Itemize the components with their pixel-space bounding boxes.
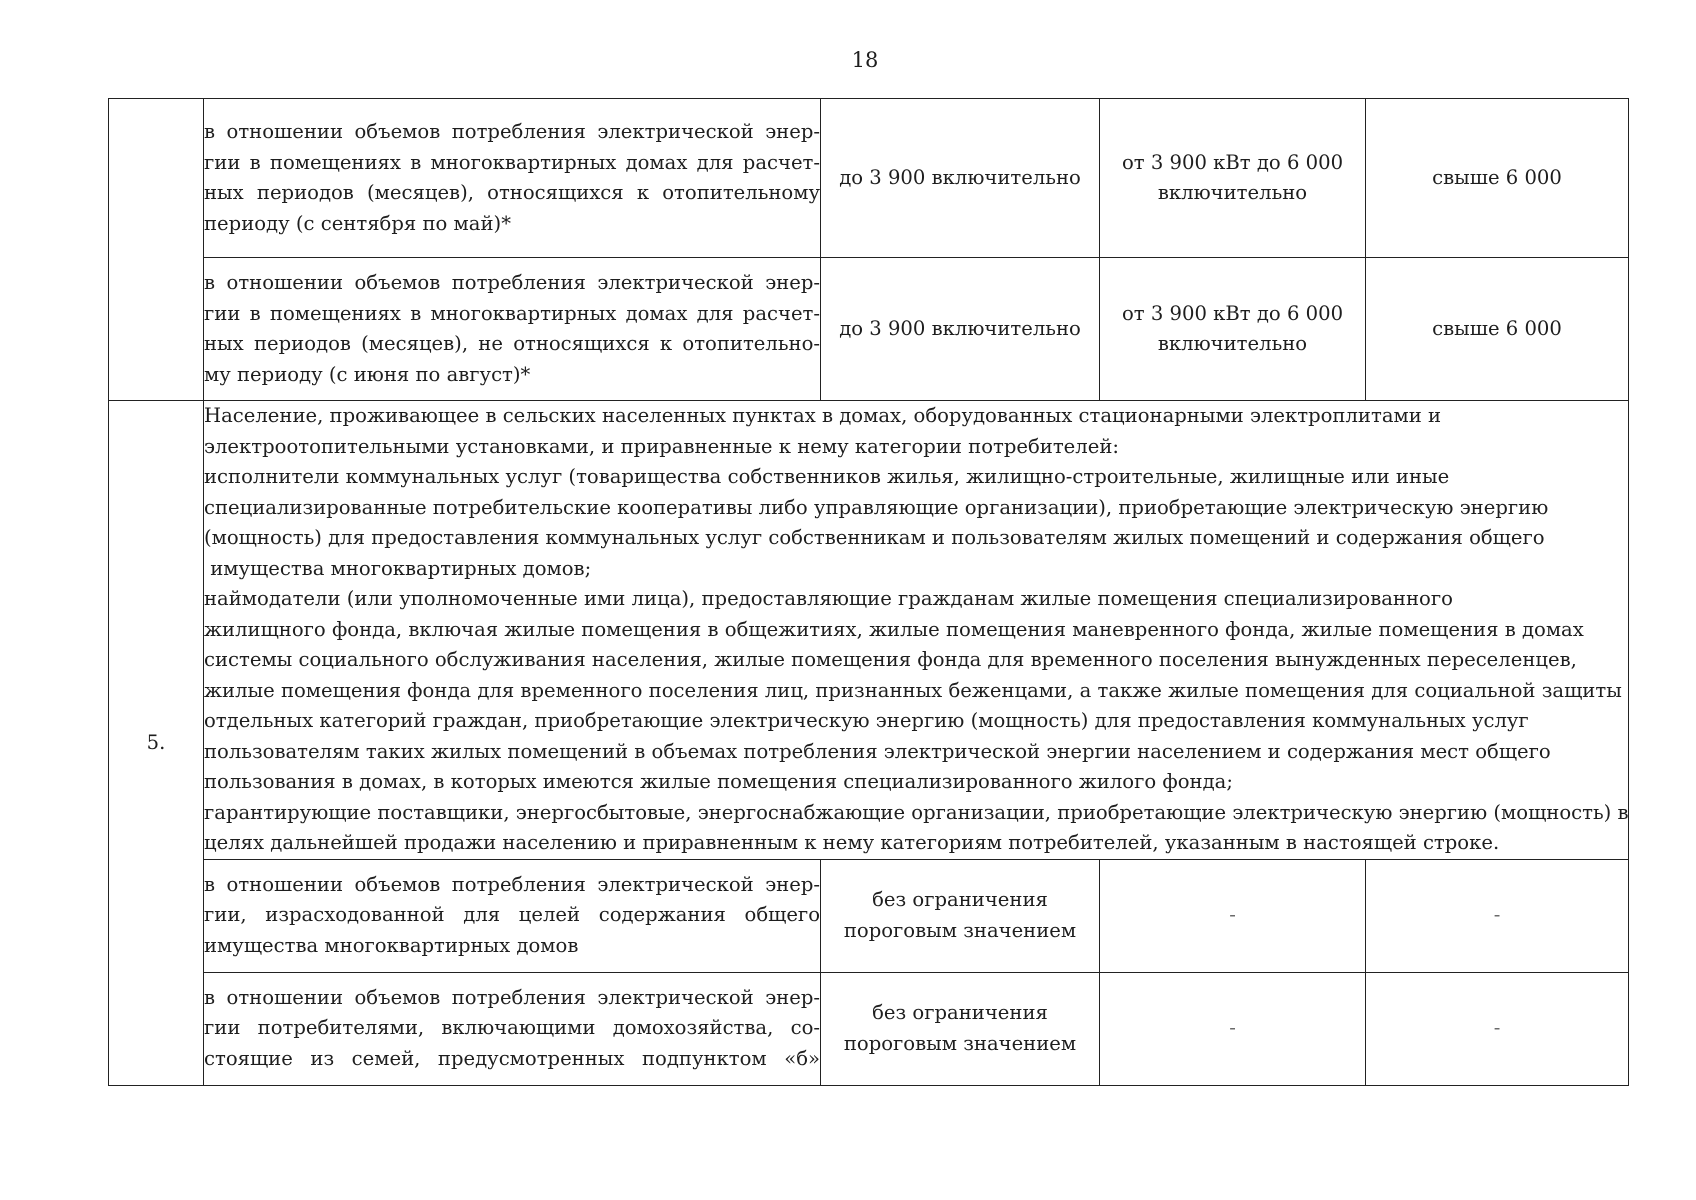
description-cell: в отношении объемов потребления электрической энер- гии в помещениях в многоквартирных домах для расчет- ных периодов (месяцев), относящихся к отопительному периоду (с сентября по май)* (204, 99, 821, 258)
threshold-high-cell: свыше 6 000 (1366, 258, 1629, 401)
row-number-cell (109, 99, 204, 401)
threshold-mid-cell: - (1100, 859, 1366, 972)
threshold-mid-cell: от 3 900 кВт до 6 000 включительно (1100, 99, 1366, 258)
threshold-low-cell: без ограничения пороговым значением (821, 972, 1100, 1085)
threshold-low-cell: до 3 900 включительно (821, 99, 1100, 258)
table-row (109, 258, 1629, 401)
threshold-high-cell: - (1366, 859, 1629, 972)
description-cell: в отношении объемов потребления электрической энер- гии в помещениях в многоквартирных домах для расчет- ных периодов (месяцев), не относящихся к отопительно- му периоду (с июня по август)* (204, 258, 821, 401)
table-row-section-5 (109, 401, 1629, 860)
section-5-description: Население, проживающее в сельских населенных пунктах в домах, оборудованных стационарными электроплитами и электроотопительными установками, и приравненные к нему категории потребителей: исполнители коммунальных услуг (товарищества собственников жилья, жилищно-строительные, жилищные или иные специализированные потребительские кооперативы либо управляющие организации), приобретающие электрическую энергию (мощность) для предоставления коммунальных услуг собственникам и пользователям жилых помещений и содержания общего имущества многоквартирных домов; наймодатели (или уполномоченные ими лица), предоставляющие гражданам жилые помещения специализированного жилищного фонда, включая жилые помещения в общежитиях, жилые помещения маневренного фонда, жилые помещения в домах системы социального обслуживания населения, жилые помещения фонда для временного поселения вынужденных переселенцев, жилые помещения фонда для временного поселения лиц, признанных беженцами, а также жилые помещения для социальной защиты отдельных категорий граждан, приобретающие электрическую энергию (мощность) для предоставления коммунальных услуг пользователям таких жилых помещений в объемах потребления электрической энергии населением и содержания мест общего пользования в домах, в которых имеются жилые помещения специализированного жилого фонда; гарантирующие поставщики, энергосбытовые, энергоснабжающие организации, приобретающие электрическую энергию (мощность) в целях дальнейшей продажи населению и приравненным к нему категориям потребителей, указанным в настоящей строке. (204, 401, 1629, 860)
description-cell: в отношении объемов потребления электрической энер- гии потребителями, включающими домохозяйства, со- стоящие из семей, предусмотренных подпунктом «б» (204, 972, 821, 1085)
tariff-table (108, 98, 1629, 1086)
threshold-low-cell: без ограничения пороговым значением (821, 859, 1100, 972)
threshold-high-cell: - (1366, 972, 1629, 1085)
description-cell: в отношении объемов потребления электрической энер- гии, израсходованной для целей содержания общего имущества многоквартирных домов (204, 859, 821, 972)
table-row (109, 972, 1629, 1085)
page-number: 18 (851, 48, 879, 72)
threshold-mid-cell: - (1100, 972, 1366, 1085)
table-row (109, 859, 1629, 972)
threshold-low-cell: до 3 900 включительно (821, 258, 1100, 401)
row-number-cell: 5. (109, 401, 204, 1086)
threshold-high-cell: свыше 6 000 (1366, 99, 1629, 258)
threshold-mid-cell: от 3 900 кВт до 6 000 включительно (1100, 258, 1366, 401)
table-row (109, 99, 1629, 258)
